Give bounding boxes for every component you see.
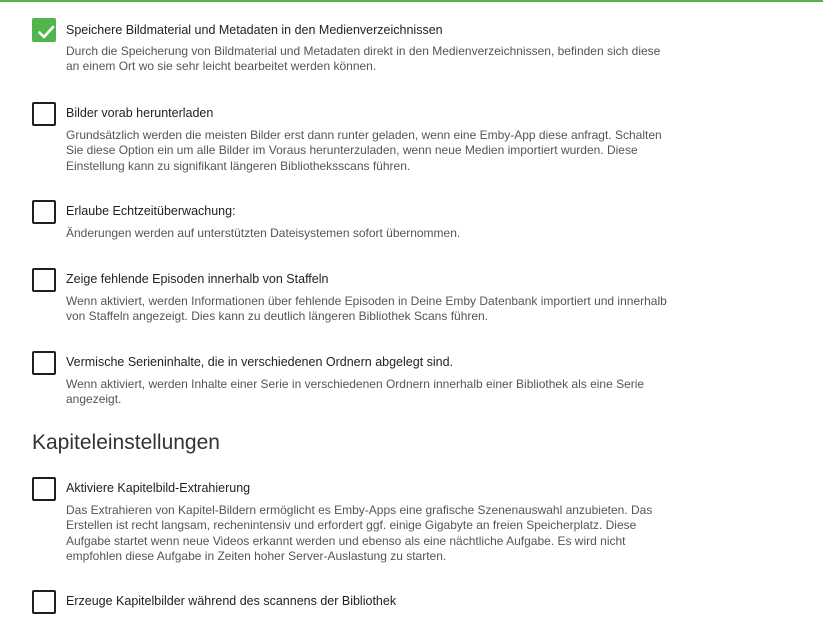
- option-description: [66, 226, 726, 241]
- checkbox-show-missing-episodes[interactable]: [32, 268, 56, 292]
- option-label: Erzeuge Kapitelbilder während des scannens der Bibliothek: [66, 594, 397, 608]
- description-line: an einem Ort wo sie sehr leicht bearbeitet werden können.: [66, 59, 377, 74]
- checkmark-icon: [36, 22, 56, 42]
- checkbox-merge-series-folders[interactable]: [32, 351, 56, 375]
- checkbox-chapter-image-extraction[interactable]: [32, 477, 56, 501]
- description-line: Wenn aktiviert, werden Inhalte einer Serie in verschiedenen Ordnern innerhalb einer Bibliothek als eine Serie: [66, 377, 645, 391]
- option-description: [66, 377, 726, 408]
- checkbox-prefetch-images[interactable]: [32, 102, 56, 126]
- description-line: empfohlen diese Aufgabe in Zeiten hoher Server-Auslastung zu starten.: [66, 548, 447, 563]
- option-label: Aktiviere Kapitelbild-Extrahierung: [66, 481, 251, 495]
- description-line: Sie diese Option ein um alle Bilder im Voraus herunterzuladen, wenn neue Medien importiert wurden. Diese: [66, 143, 638, 158]
- description-line: Das Extrahieren von Kapitel-Bildern ermöglicht es Emby-Apps eine grafische Szenenauswahl anzubieten. Das: [66, 503, 653, 517]
- option-label: Zeige fehlende Episoden innerhalb von Staffeln: [66, 272, 329, 286]
- description-line: Durch die Speicherung von Bildmaterial und Metadaten direkt in den Medienverzeichnissen, befinden sich diese: [66, 44, 661, 58]
- description-line: von Staffeln angezeigt. Dies kann zu deutlich längeren Bibliothek Scans führen.: [66, 309, 489, 324]
- option-label: Speichere Bildmaterial und Metadaten in den Medienverzeichnissen: [66, 23, 443, 37]
- section-title-chapters: Kapiteleinstellungen: [32, 431, 220, 454]
- option-description: [66, 294, 726, 325]
- option-description: [66, 503, 726, 564]
- description-line: Änderungen werden auf unterstützten Dateisystemen sofort übernommen.: [66, 226, 461, 240]
- checkbox-save-metadata[interactable]: [32, 18, 56, 42]
- option-label: Erlaube Echtzeitüberwachung:: [66, 204, 236, 218]
- description-line: Einstellung kann zu signifikant längeren Bibliotheksscans führen.: [66, 158, 411, 173]
- option-label: Vermische Serieninhalte, die in verschiedenen Ordnern abgelegt sind.: [66, 355, 454, 369]
- description-line: angezeigt.: [66, 392, 122, 407]
- description-line: Aufgabe startet wenn neue Videos erkannt werden und ebenso als eine nächtliche Aufgabe. Es wird nicht: [66, 533, 626, 548]
- checkbox-realtime-monitoring[interactable]: [32, 200, 56, 224]
- option-label: Bilder vorab herunterladen: [66, 106, 214, 120]
- description-line: Wenn aktiviert, werden Informationen über fehlende Episoden in Deine Emby Datenbank importiert und innerhalb: [66, 294, 667, 308]
- description-line: Grundsätzlich werden die meisten Bilder erst dann runter geladen, wenn eine Emby-App diese anfragt. Schalten: [66, 128, 662, 142]
- checkbox-extract-during-scan[interactable]: [32, 590, 56, 614]
- option-description: [66, 44, 726, 75]
- option-description: [66, 128, 726, 174]
- description-line: Erstellen ist recht langsam, rechenintensiv und erfordert ggf. einige Gigabyte an freien Speicherplatz. Diese: [66, 518, 637, 533]
